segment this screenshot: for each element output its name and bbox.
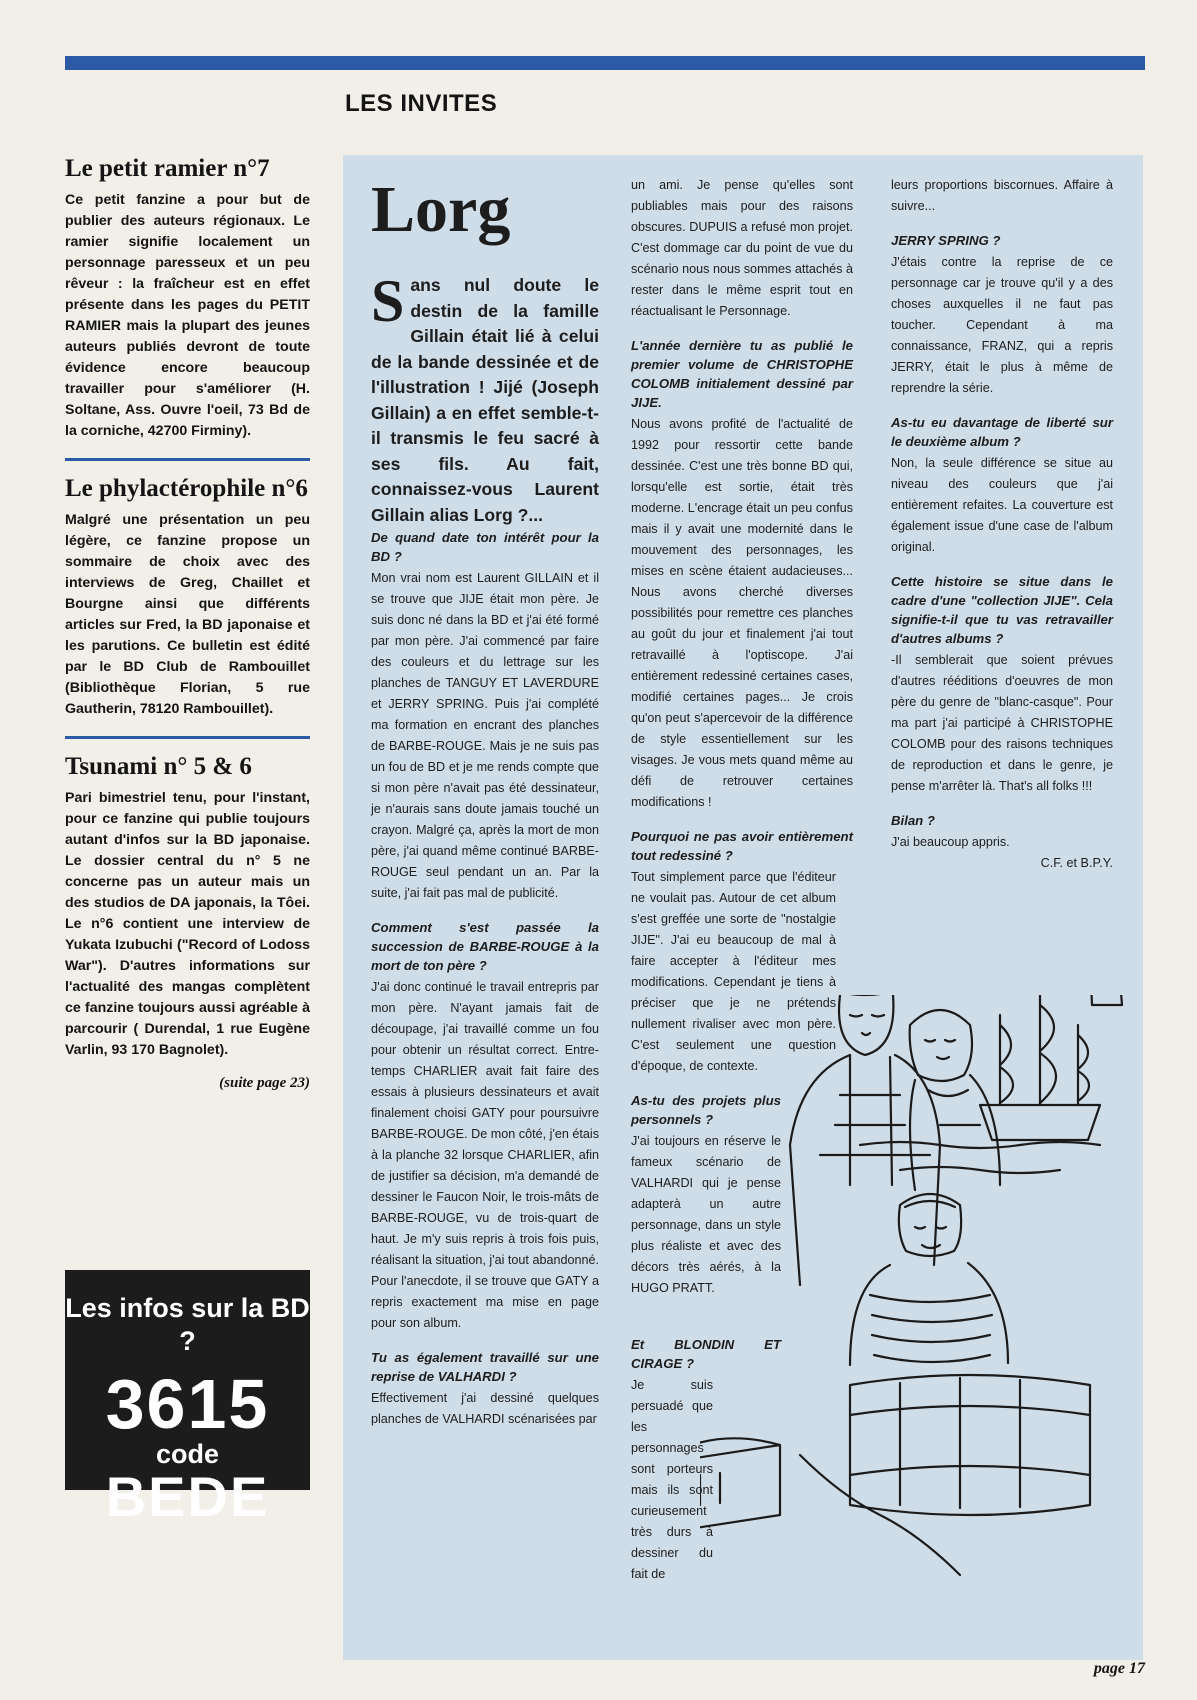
question: As-tu eu davantage de liberté sur le deuxième album ? [891,415,1113,449]
pirates-ship-illustration [700,995,1140,1660]
lead-text: ans nul doute le destin de la famille Gillain était lié à celui de la bande dessinée et de l'illustration ! Jijé (Joseph Gillain) a en effet semble-t-il transmis le feu sacré à ses fils. Au fait, connaissez-vous Laurent Gillain alias Lorg ?... [371,275,599,525]
answer: Mon vrai nom est Laurent GILLAIN et il se trouve que JIJE était mon père. Je suis donc né dans la BD et j'ai été formé par mon père. J'ai commencé par faire des couleurs et du lettrage sur les planches de TANGUY ET LAVERDURE et JERRY SPRING. Puis j'ai complété ma formation en encrant des planches de BARBE-ROUGE. Mais je ne suis pas un fou de BD et je me rends compte que si mon père n'avait pas été dessinateur, je n'aurais sans doute jamais touché un crayon. Malgré ça, après la mort de mon père, j'ai quand même continué BARBE-ROUGE seul pendant un an. Par la suite, j'ai fait pas mal de publicité. [371,571,599,900]
answer: leurs proportions biscornues. Affaire à suivre... [891,178,1113,213]
fanzine-title: Le phylactérophile n°6 [65,475,308,502]
answer: un ami. Je pense qu'elles sont publiables mais pour des raisons obscures. DUPUIS a refusé mon projet. C'est dommage car du point de vue du scénario nous nous sommes attachés à rester dans le même esprit tout en réactualisant le Personnage. [631,178,853,318]
fanzine-title: Tsunami n° 5 & 6 [65,753,252,780]
fanzine-body: Ce petit fanzine a pour but de publier des auteurs régionaux. Le ramier signifie localement un personnage paresseux et un peu rêveur : la fraîcheur est en effet présente dans les pages du PETIT RAMIER mais la plupart des jeunes auteurs publiés devront de toute évidence encore beaucoup travailler pour s'améliorer (H. Soltane, Ass. Ouvre l'oeil, 73 Bd de la corniche, 42700 Firminy). [65,192,310,439]
interview-column-1 [371,175,599,1430]
fanzine-review [65,475,310,720]
answer: Effectivement j'ai dessiné quelques planches de VALHARDI scénarisées par [371,1391,599,1426]
answer: -Il semblerait que soient prévues d'autres rééditions d'oeuvres de mon père du genre de "blanc-casque". Pour ma part j'ai participé à CHRISTOPHE COLOMB pour des raisons techniques de reproduction et dans le genre, je pense m'arrêter là. That's all folks !!! [891,653,1113,793]
question: Pourquoi ne pas avoir entièrement tout redessiné ? [631,829,853,863]
answer: Je suis persuadé que les personnages sont porteurs mais ils sont curieusement très durs à dessiner du fait de [631,1378,713,1581]
divider [65,458,310,461]
drop-cap: S [371,268,405,334]
fanzine-review [65,155,310,442]
question: Tu as également travaillé sur une reprise de VALHARDI ? [371,1350,599,1384]
divider [65,736,310,739]
qa-block [371,528,599,1430]
interview-title: Lorg [371,173,511,246]
question: Bilan ? [891,813,935,828]
answer: J'ai donc continué le travail entrepris par mon père. N'ayant jamais fait de découpage, j'ai travaillé comme un fou pour obtenir un résultat correct. Entre-temps CHARLIER avait fait faire des essais à plusieurs dessinateurs et avait finalement choisi GATY pour poursuivre BARBE-ROUGE. De mon côté, j'en étais à la planche 32 lorsque CHARLIER, afin de justifier sa décision, m'a demandé de dessiner le Faucon Noir, le trois-mâts de BARBE-ROUGE, vu de trois-quart de haut. Je m'y suis repris à trois fois puis, réalisant la situation, j'ai tout abandonné. Pour l'anecdote, il se trouve que GATY a repris exactement ma mise en page pour son album. [371,980,599,1330]
fanzine-title: Le petit ramier n°7 [65,155,270,182]
question: JERRY SPRING ? [891,233,1001,248]
fanzine-body: Pari bimestriel tenu, pour l'instant, pour ce fanzine qui publie toujours autant d'infos sur la BD japonaise. Le dossier central du n° 5 ne concerne pas un auteur mais un des studios de DA japonais, la Tôei. Le n°6 contient une interview de Yukata Izubuchi ("Record of Lodoss War"). D'autres informations sur l'actualité des mangas complètent ce fanzine toujours aussi agréable à parcourir ( Durendal, 1 rue Eugène Varlin, 93 170 Bagnolet). [65,790,310,1058]
ad-code-label: code [155,1439,220,1469]
question: Comment s'est passée la succession de BARBE-ROUGE à la mort de ton père ? [371,920,599,973]
answer: J'ai beaucoup appris. [891,835,1010,849]
fanzine-body: Malgré une présentation un peu légère, ce fanzine propose un sommaire de choix avec des interviews de Greg, Chaillet et Bourgne ainsi que différents articles sur Fred, la BD japonaise et les parutions. Ce bulletin est édité par le BD Club de Rambouillet (Bibliothèque Florian, 5 rue Gautherin, 78120 Rambouillet). [65,512,310,717]
fanzine-reviews-column [65,155,310,1092]
ad-question: Les infos sur la BD ? [65,1293,310,1356]
question: As-tu des projets plus personnels ? [631,1093,781,1127]
top-color-bar [65,56,1145,70]
section-title: LES INVITES [345,90,498,117]
answer: Nous avons profité de l'actualité de 1992 pour ressortir cette bande dessinée. C'est une très bonne BD qui, lorsqu'elle est sortie, était très moderne. L'encrage était un peu confus mais il y avait une modernité dans le mouvement des personnages, les mises en scène étaient audacieuses... Nous avons cherché diverses possibilités pour remettre ces planches au goût du jour et finalement j'ai tout retravaillé à l'optiscope. J'ai entièrement redessiné certaines cases, modifié certaines pages... Je crois qu'on peut s'apercevoir de la différence de style essentiellement sur les visages. Je vous mets quand même au défi de retrouver certaines modifications ! [631,417,853,809]
answer: Non, la seule différence se situe au niveau des couleurs que j'ai entièrement refaites. La couverture est également issue d'une case de l'album original. [891,456,1113,554]
ad-code-name: BEDE [105,1465,270,1528]
ad-number: 3615 [105,1365,270,1443]
question: De quand date ton intérêt pour la BD ? [371,530,599,564]
question: L'année dernière tu as publié le premier volume de CHRISTOPHE COLOMB initialement dessiné par JIJE. [631,338,853,410]
answer: Tout simplement parce que l'éditeur ne voulait pas. Autour de cet album s'est greffée une sorte de "nostalgie JIJE". J'ai eu beaucoup de mal à faire accepter à l'éditeur mes modifications. Cependant je tiens à préciser que je ne prétends nullement rivaliser avec mon père. C'est seulement une question d'époque, de contexte. [631,870,836,1073]
question: Et BLONDIN ET CIRAGE ? [631,1337,781,1371]
minitel-ad-box [65,1270,310,1528]
signature: C.F. et B.P.Y. [1040,856,1113,870]
interview-lead [371,268,599,528]
answer: J'ai toujours en réserve le fameux scénario de VALHARDI qui je pense adapterà un autre personnage, dans un style plus réaliste et avec des décors très aérés, à la HUGO PRATT. [631,1134,781,1295]
fanzine-review [65,753,310,1061]
page-number: page 17 [1093,1660,1145,1677]
question: Cette histoire se situe dans le cadre d'une "collection JIJE". Cela signifie-t-il que tu vas retravailler d'autres albums ? [891,574,1113,646]
interview-column-3 [891,175,1113,874]
answer: J'étais contre la reprise de ce personnage car je trouve qu'il y a des choses auxquelles il ne faut pas toucher. Cependant à ma connaissance, FRANZ, qui a repris JERRY, était le plus à même de reprendre la série. [891,255,1113,395]
continued-note: (suite page 23) [219,1075,310,1091]
